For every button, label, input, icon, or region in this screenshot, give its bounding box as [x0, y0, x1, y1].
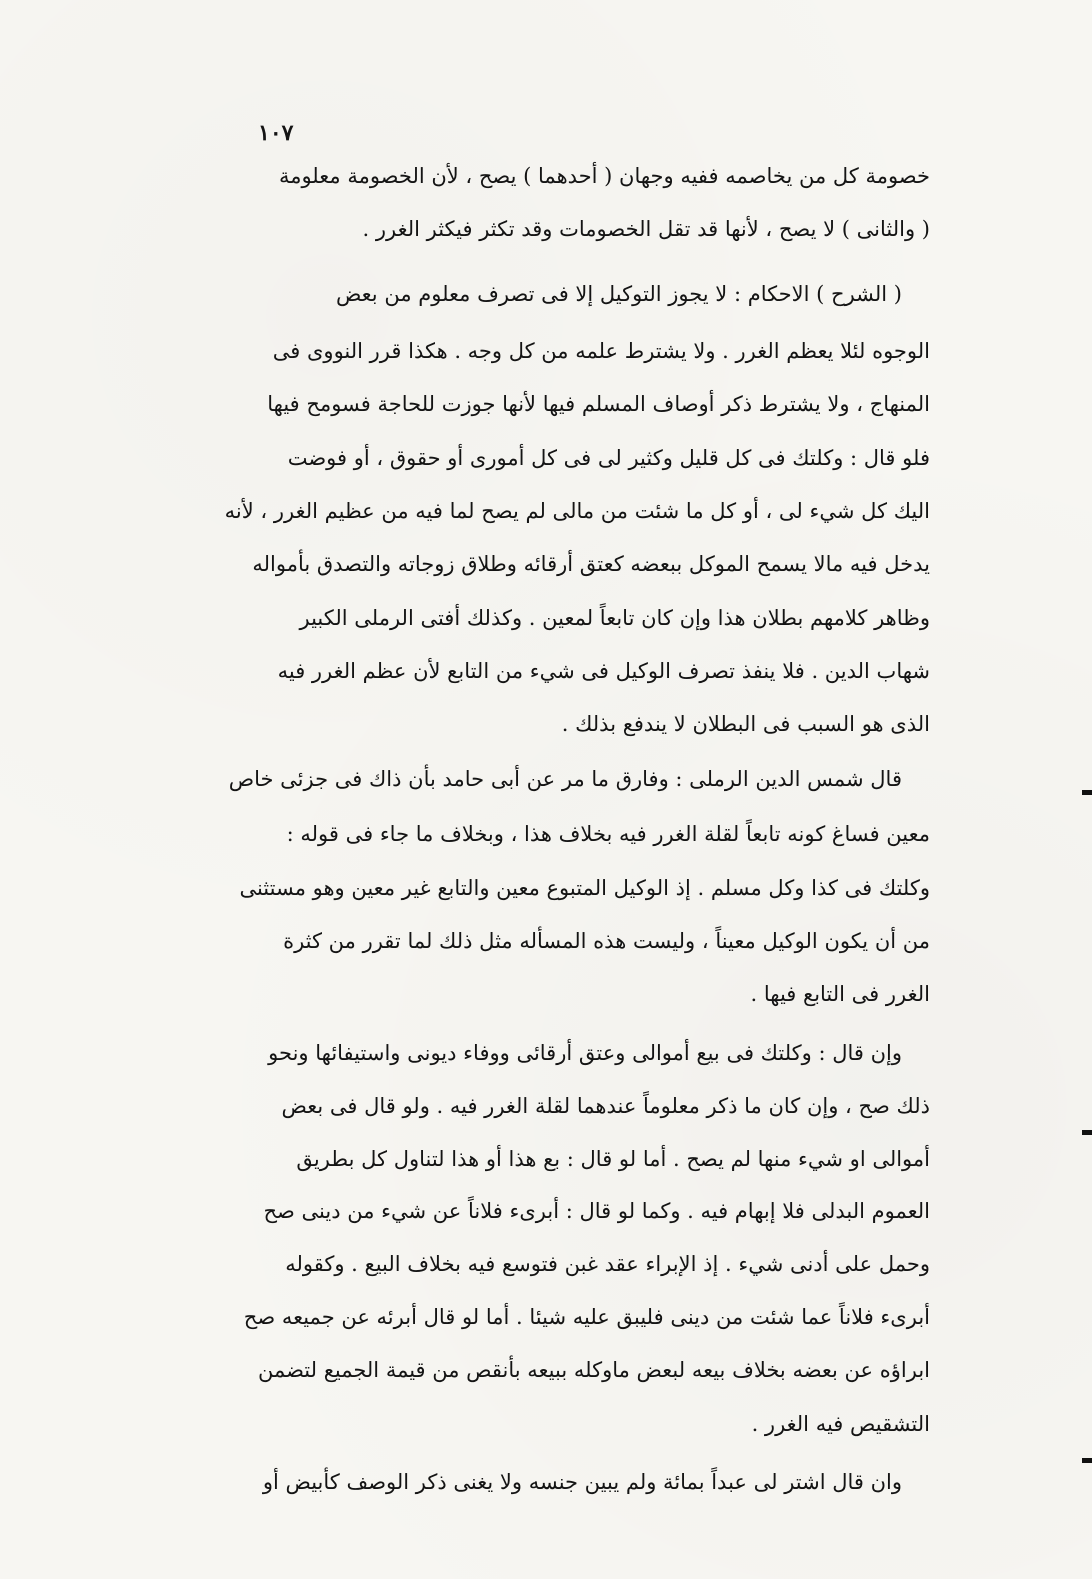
text-line: يدخل فيه مالا يسمح الموكل ببعضه كعتق أرقائه وطلاق زوجاته والتصدق بأمواله	[252, 552, 930, 576]
text-line: ذلك صح ، وإن كان ما ذكر معلوماً عندهما لقلة الغرر فيه . ولو قال فى بعض	[281, 1094, 930, 1118]
text-line: وكلتك فى كذا وكل مسلم . إذ الوكيل المتبوع معين والتابع غير معين وهو مستثنى	[239, 876, 930, 900]
margin-mark	[1082, 1130, 1092, 1135]
text-line: الغرر فى التابع فيها .	[750, 982, 930, 1006]
text-line: وحمل على أدنى شيء . إذ الإبراء عقد غبن فتوسع فيه بخلاف البيع . وكقوله	[285, 1252, 930, 1276]
text-line: فلو قال : وكلتك فى كل قليل وكثير لى فى كل أمورى أو حقوق ، أو فوضت	[287, 446, 930, 470]
text-line: اليك كل شيء لى ، أو كل ما شئت من مالى لم يصح لما فيه من عظيم الغرر ، لأنه	[224, 499, 930, 523]
margin-mark	[1082, 1458, 1092, 1463]
text-line: الذى هو السبب فى البطلان لا يندفع بذلك .	[561, 712, 930, 736]
text-line: أبرىء فلاناً عما شئت من دينى فليبق عليه شيئا . أما لو قال أبرئه عن جميعه صح	[243, 1305, 930, 1329]
margin-mark	[1082, 790, 1092, 795]
text-line: وظاهر كلامهم بطلان هذا وإن كان تابعاً لمعين . وكذلك أفتى الرملى الكبير	[299, 606, 930, 630]
text-line: خصومة كل من يخاصمه ففيه وجهان ( أحدهما ) يصح ، لأن الخصومة معلومة	[278, 164, 930, 188]
text-line: وان قال اشتر لى عبداً بمائة ولم يبين جنسه ولا يغنى ذكر الوصف كأبيض أو	[262, 1470, 902, 1494]
body-text	[192, 0, 930, 1579]
text-line: العموم البدلى فلا إبهام فيه . وكما لو قال : أبرىء فلاناً عن شيء من دينى صح	[263, 1199, 930, 1223]
text-line: من أن يكون الوكيل معيناً ، وليست هذه المسأله مثل ذلك لما تقرر من كثرة	[283, 929, 930, 953]
text-line: التشقيص فيه الغرر .	[751, 1412, 930, 1436]
text-line: شهاب الدين . فلا ينفذ تصرف الوكيل فى شيء من التابع لأن عظم الغرر فيه	[277, 659, 930, 683]
text-line: ( الشرح ) الاحكام : لا يجوز التوكيل إلا فى تصرف معلوم من بعض	[335, 282, 902, 306]
text-line: الوجوه لئلا يعظم الغرر . ولا يشترط علمه من كل وجه . هكذا قرر النووى فى	[272, 339, 930, 363]
text-line: أموالى او شيء منها لم يصح . أما لو قال : بع هذا أو هذا لتناول كل بطريق	[296, 1147, 930, 1171]
text-line: ( والثانى ) لا يصح ، لأنها قد تقل الخصومات وقد تكثر فيكثر الغرر .	[362, 217, 930, 241]
text-line: ابراؤه عن بعضه بخلاف بيعه لبعض ماوكله ببيعه بأنقص من قيمة الجميع لتضمن	[257, 1358, 930, 1382]
text-line: قال شمس الدين الرملى : وفارق ما مر عن أبى حامد بأن ذاك فى جزئى خاص	[228, 767, 902, 791]
page-number: ١٠٧	[258, 120, 294, 146]
text-line: معين فساغ كونه تابعاً لقلة الغرر فيه بخلاف هذا ، وبخلاف ما جاء فى قوله :	[286, 822, 930, 846]
text-line: وإن قال : وكلتك فى بيع أموالى وعتق أرقائى ووفاء ديونى واستيفائها ونحو	[268, 1041, 902, 1065]
text-line: المنهاج ، ولا يشترط ذكر أوصاف المسلم فيها لأنها جوزت للحاجة فسومح فيها	[267, 392, 930, 416]
